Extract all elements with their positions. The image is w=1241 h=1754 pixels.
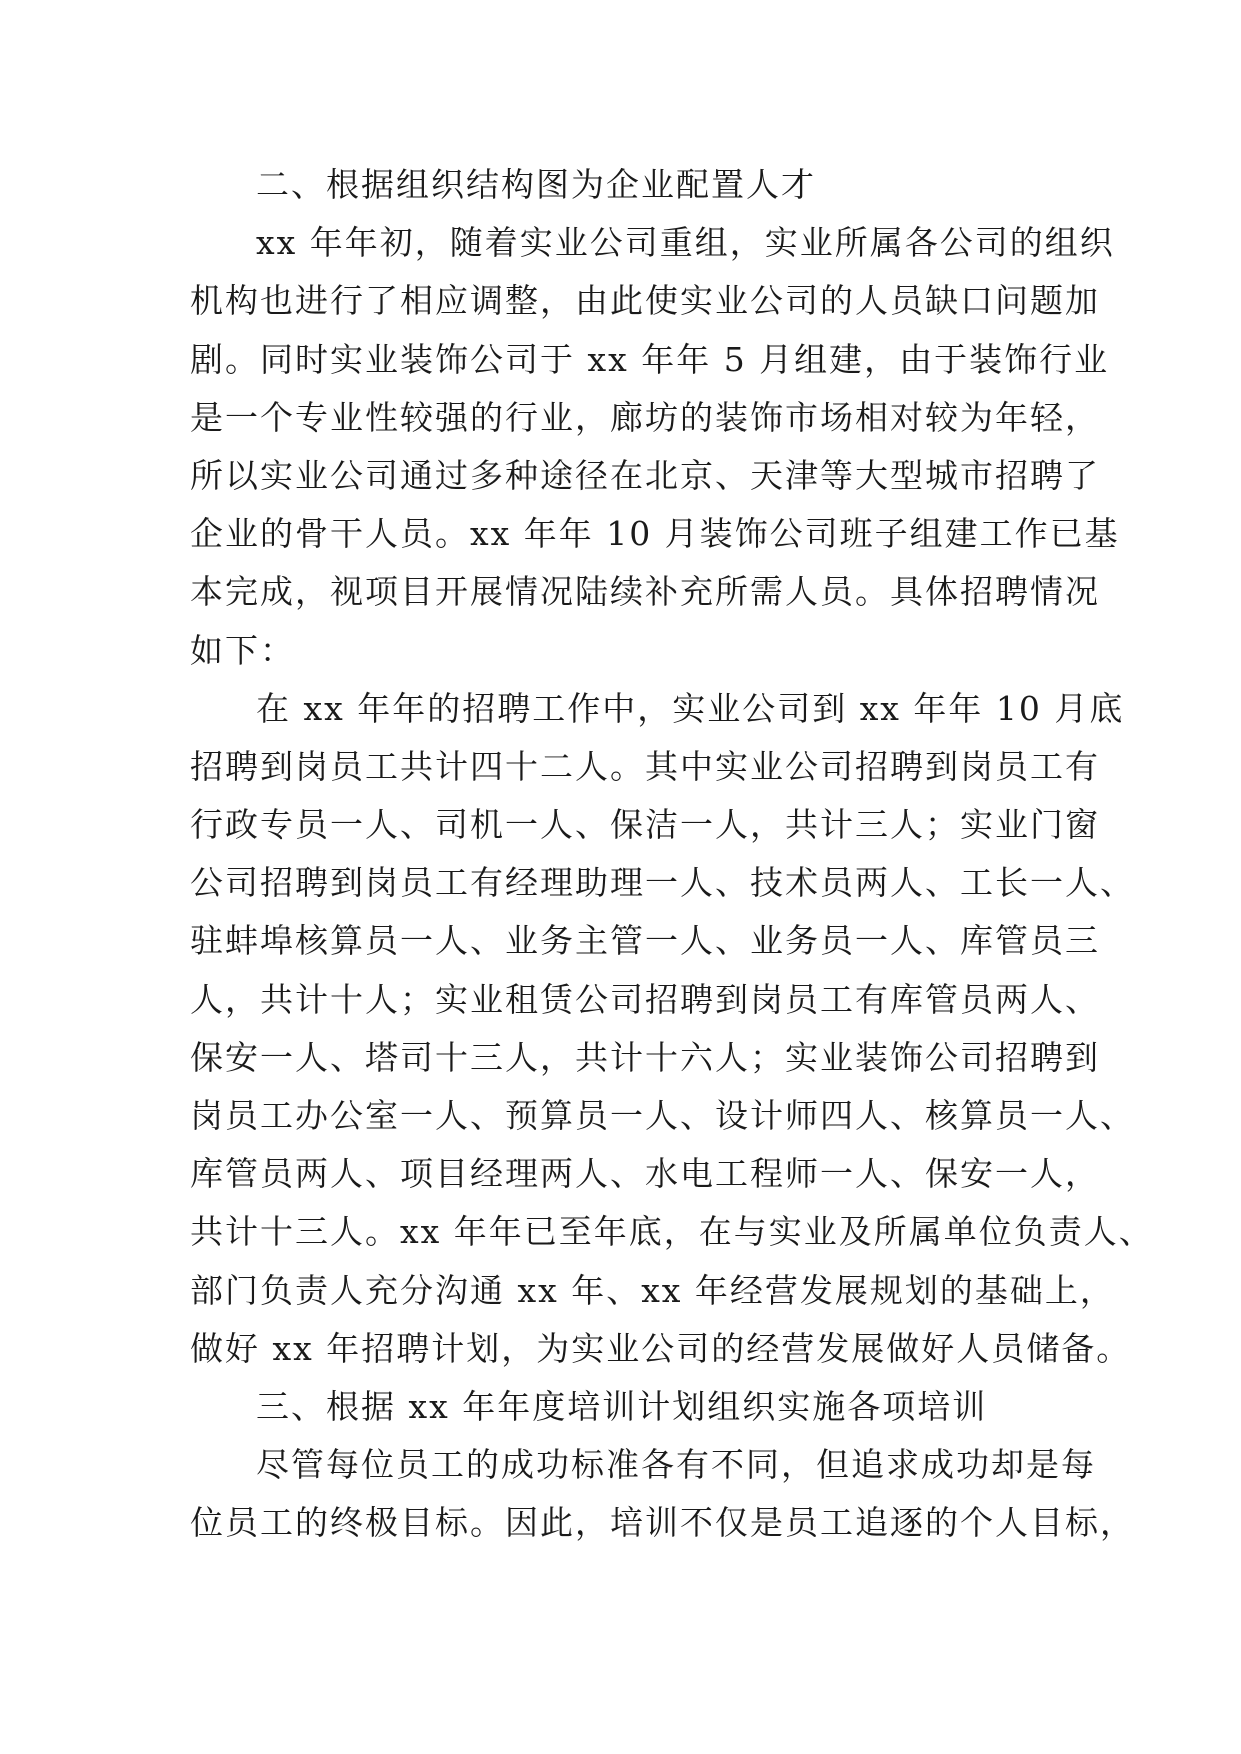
paragraph-line: 如下： bbox=[190, 630, 295, 670]
paragraph-line: 剧。同时实业装饰公司于 xx 年年 5 月组建，由于装饰行业 bbox=[190, 339, 1110, 379]
paragraph-line: 人，共计十人；实业租赁公司招聘到岗员工有库管员两人、 bbox=[190, 979, 1100, 1019]
section-heading-3: 三、根据 xx 年年度培训计划组织实施各项培训 bbox=[256, 1386, 988, 1426]
paragraph-line: 公司招聘到岗员工有经理助理一人、技术员两人、工长一人、 bbox=[190, 863, 1135, 903]
paragraph-line: 驻蚌埠核算员一人、业务主管一人、业务员一人、库管员三 bbox=[190, 921, 1100, 961]
paragraph-line: 企业的骨干人员。xx 年年 10 月装饰公司班子组建工作已基 bbox=[190, 514, 1120, 554]
paragraph-line: 所以实业公司通过多种途径在北京、天津等大型城市招聘了 bbox=[190, 455, 1100, 495]
paragraph-line: 位员工的终极目标。因此，培训不仅是员工追逐的个人目标， bbox=[190, 1503, 1135, 1543]
paragraph-line: 行政专员一人、司机一人、保洁一人，共计三人；实业门窗 bbox=[190, 805, 1100, 845]
paragraph-line: 尽管每位员工的成功标准各有不同，但追求成功却是每 bbox=[256, 1445, 1096, 1485]
paragraph-line: 是一个专业性较强的行业，廊坊的装饰市场相对较为年轻， bbox=[190, 397, 1100, 437]
paragraph-line: 部门负责人充分沟通 xx 年、xx 年经营发展规划的基础上， bbox=[190, 1270, 1115, 1310]
paragraph-line: xx 年年初，随着实业公司重组，实业所属各公司的组织 bbox=[256, 223, 1115, 263]
document-body bbox=[190, 156, 1154, 1553]
paragraph-line: 机构也进行了相应调整，由此使实业公司的人员缺口问题加 bbox=[190, 281, 1100, 321]
paragraph-line: 共计十三人。xx 年年已至年底，在与实业及所属单位负责人、 bbox=[190, 1212, 1154, 1252]
paragraph-line: 保安一人、塔司十三人，共计十六人；实业装饰公司招聘到 bbox=[190, 1037, 1100, 1077]
paragraph-line: 做好 xx 年招聘计划，为实业公司的经营发展做好人员储备。 bbox=[190, 1328, 1132, 1368]
paragraph-line: 岗员工办公室一人、预算员一人、设计师四人、核算员一人、 bbox=[190, 1096, 1135, 1135]
paragraph-line: 招聘到岗员工共计四十二人。其中实业公司招聘到岗员工有 bbox=[190, 746, 1100, 786]
paragraph-line: 库管员两人、项目经理两人、水电工程师一人、保安一人， bbox=[190, 1154, 1100, 1194]
section-heading-2: 二、根据组织结构图为企业配置人才 bbox=[256, 165, 816, 204]
paragraph-line: 在 xx 年年的招聘工作中，实业公司到 xx 年年 10 月底 bbox=[256, 688, 1125, 728]
paragraph-line: 本完成，视项目开展情况陆续补充所需人员。具体招聘情况 bbox=[190, 572, 1100, 612]
